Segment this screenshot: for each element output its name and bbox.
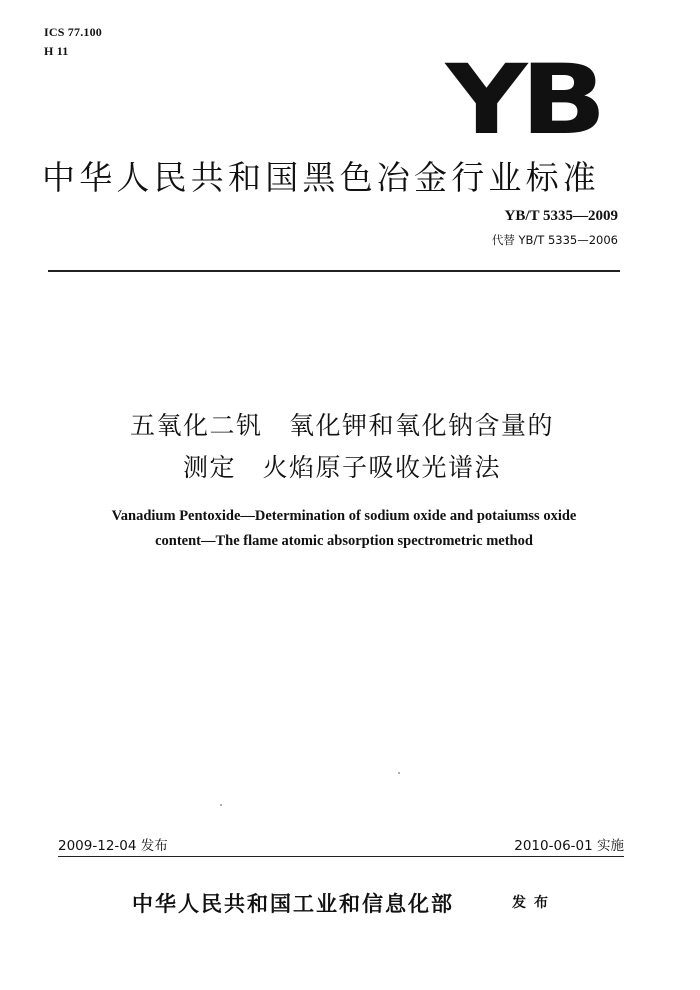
english-title-line-1: Vanadium Pentoxide—Determination of sodium oxide and potaiumss oxide — [111, 508, 577, 524]
replaces-standard: 代替 YB/T 5335—2006 — [491, 233, 618, 247]
issuing-authority: 中华人民共和国工业和信息化部 — [132, 891, 454, 916]
english-title-line-2: content—The flame atomic absorption spectrometric method — [155, 533, 533, 549]
chinese-title-line-2: 测定 火焰原子吸收光谱法 — [182, 453, 501, 482]
classification-code: H 11 — [44, 44, 69, 58]
implementation-date: 2010-06-01 实施 — [514, 838, 624, 854]
ics-code: ICS 77.100 — [44, 25, 103, 39]
header-divider — [48, 270, 620, 272]
scan-speck — [220, 804, 222, 806]
issue-date: 2009-12-04 发布 — [58, 838, 168, 854]
yb-logo: YB — [445, 44, 600, 156]
scan-speck — [398, 772, 400, 774]
issuer-action-label: 发布 — [512, 895, 556, 911]
standard-number: YB/T 5335—2009 — [504, 208, 618, 224]
footer-divider — [58, 856, 624, 857]
chinese-title-line-1: 五氧化二钒 氧化钾和氧化钠含量的 — [129, 411, 554, 440]
standard-category-title: 中华人民共和国黑色冶金行业标准 — [42, 158, 600, 197]
